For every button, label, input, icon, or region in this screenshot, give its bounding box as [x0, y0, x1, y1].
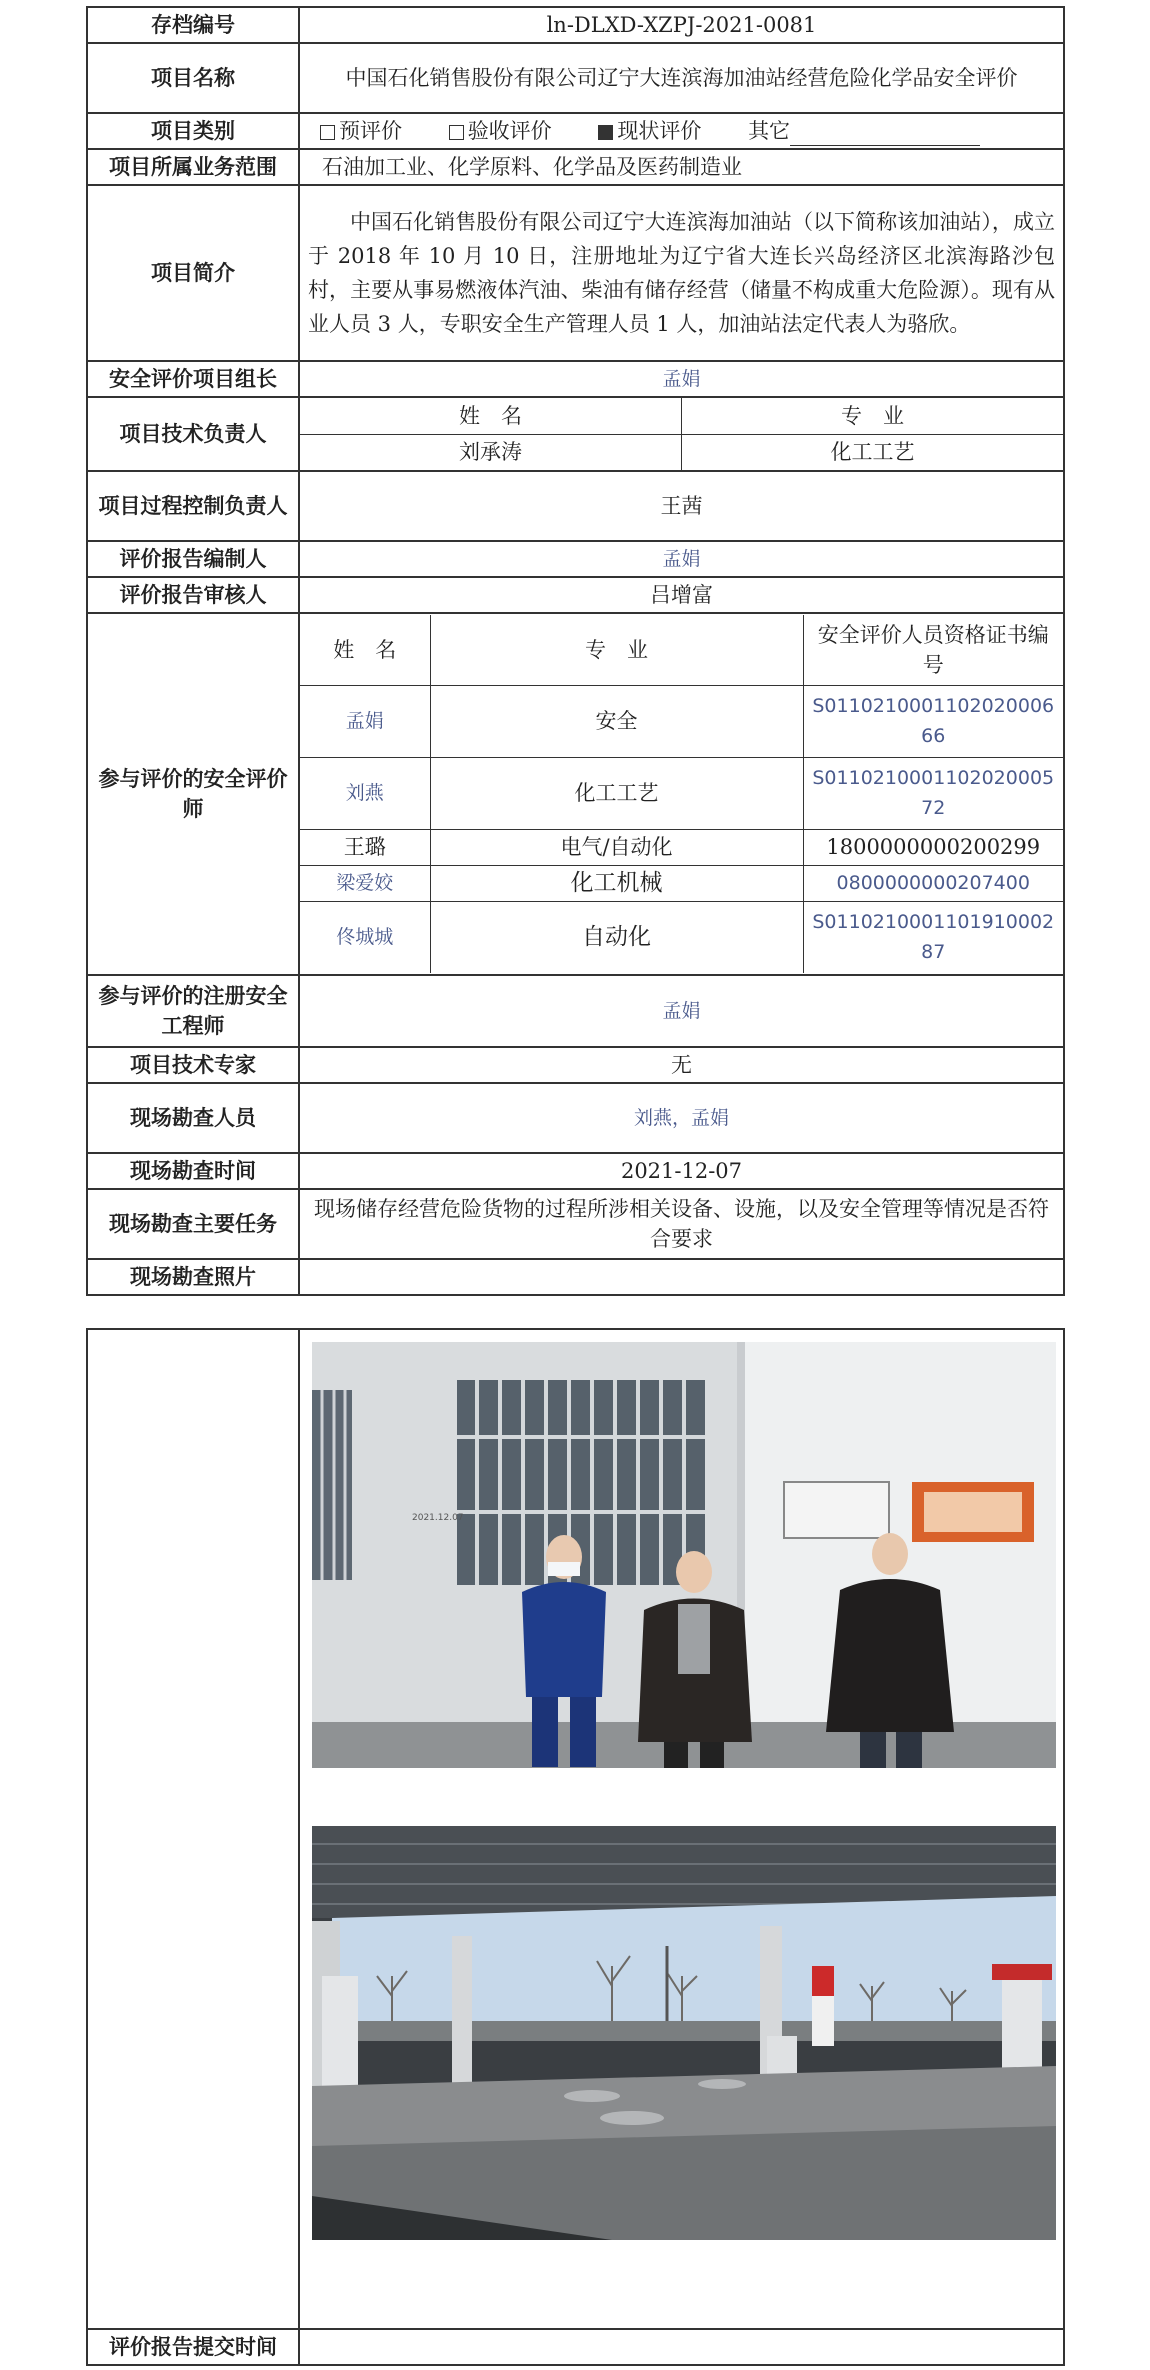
- assessor-cert: S011021000110202000666: [803, 685, 1063, 757]
- assessor-cert: S011021000110191000287: [803, 901, 1063, 973]
- site-photo-staff-image: [312, 1342, 1056, 1768]
- process-lead-label: 项目过程控制负责人: [87, 471, 299, 541]
- table-row: [300, 901, 1063, 973]
- tech-lead-major-header: 专 业: [682, 398, 1064, 434]
- survey-task-value: 现场储存经营危险货物的过程所涉相关设备、设施，以及安全管理等情况是否符合要求: [299, 1189, 1064, 1259]
- business-scope-label: 项目所属业务范围: [87, 149, 299, 185]
- table-row: [300, 757, 1063, 829]
- project-type-options: [299, 113, 1064, 149]
- assessor-major: 安全: [430, 685, 803, 757]
- team-leader-label: 安全评价项目组长: [87, 361, 299, 397]
- site-photo-staff: [312, 1342, 1056, 1768]
- tech-lead-cell: [299, 397, 1064, 471]
- option-pre-eval[interactable]: 预评价: [320, 119, 402, 143]
- assessor-cert: 0800000000207400: [803, 865, 1063, 901]
- assessor-name: 刘燕: [300, 757, 430, 829]
- registered-engineer-label: 参与评价的注册安全工程师: [87, 975, 299, 1047]
- other-blank-line: [790, 145, 980, 146]
- tech-lead-name: 刘承涛: [300, 434, 682, 470]
- assessor-name: 佟城城: [300, 901, 430, 973]
- assessor-name: 孟娟: [300, 685, 430, 757]
- process-lead-value: 王茜: [299, 471, 1064, 541]
- report-author-label: 评价报告编制人: [87, 541, 299, 577]
- team-leader-value: 孟娟: [299, 361, 1064, 397]
- survey-staff-label: 现场勘查人员: [87, 1083, 299, 1153]
- assessor-major: 化工机械: [430, 865, 803, 901]
- project-name-label: 项目名称: [87, 43, 299, 113]
- checkbox-filled-icon: [598, 125, 613, 140]
- project-name-value: 中国石化销售股份有限公司辽宁大连滨海加油站经营危险化学品安全评价: [299, 43, 1064, 113]
- checkbox-empty-icon: [449, 125, 464, 140]
- survey-date-label: 现场勘查时间: [87, 1153, 299, 1189]
- survey-date-value: 2021-12-07: [299, 1153, 1064, 1189]
- submit-time-value: [299, 2329, 1064, 2365]
- assessors-label: 参与评价的安全评价师: [87, 613, 299, 975]
- assessors-cell: [299, 613, 1064, 975]
- project-type-label: 项目类别: [87, 113, 299, 149]
- photo-stamp-text: 2021.12.07: [412, 1513, 464, 1523]
- photo-label-cell: [87, 1329, 299, 2329]
- option-accept-eval[interactable]: 验收评价: [449, 119, 552, 143]
- intro-label: 项目简介: [87, 185, 299, 361]
- survey-photos-label: 现场勘查照片: [87, 1259, 299, 1295]
- tech-expert-label: 项目技术专家: [87, 1047, 299, 1083]
- assessors-major-header: 专 业: [430, 615, 803, 685]
- survey-task-label: 现场勘查主要任务: [87, 1189, 299, 1259]
- tech-lead-name-header: 姓 名: [300, 398, 682, 434]
- submit-time-label: 评价报告提交时间: [87, 2329, 299, 2365]
- archive-no-label: 存档编号: [87, 7, 299, 43]
- site-photo-forecourt-image: [312, 1826, 1056, 2240]
- project-info-table: [86, 6, 1065, 1296]
- report-author-value: 孟娟: [299, 541, 1064, 577]
- checkbox-empty-icon: [320, 125, 335, 140]
- assessor-cert: S011021000110202000572: [803, 757, 1063, 829]
- assessor-name: 王璐: [300, 829, 430, 865]
- option-status-eval[interactable]: 现状评价: [598, 119, 701, 143]
- assessor-major: 电气/自动化: [430, 829, 803, 865]
- table-row: [300, 829, 1063, 865]
- report-reviewer-label: 评价报告审核人: [87, 577, 299, 613]
- report-reviewer-value: 吕增富: [299, 577, 1064, 613]
- assessors-name-header: 姓 名: [300, 615, 430, 685]
- site-photo-forecourt: [312, 1826, 1056, 2240]
- tech-expert-value: 无: [299, 1047, 1064, 1083]
- assessor-major: 化工工艺: [430, 757, 803, 829]
- assessor-name: 梁爱姣: [300, 865, 430, 901]
- registered-engineer-value: 孟娟: [299, 975, 1064, 1047]
- assessor-major: 自动化: [430, 901, 803, 973]
- assessor-cert: 1800000000200299: [803, 829, 1063, 865]
- assessors-cert-header: 安全评价人员资格证书编号: [803, 615, 1063, 685]
- tech-lead-major: 化工工艺: [682, 434, 1064, 470]
- tech-lead-label: 项目技术负责人: [87, 397, 299, 471]
- survey-photos-empty: [299, 1259, 1064, 1295]
- archive-no-value: ln-DLXD-XZPJ-2021-0081: [299, 7, 1064, 43]
- business-scope-value: 石油加工业、化学原料、化学品及医药制造业: [299, 149, 1064, 185]
- table-row: [300, 865, 1063, 901]
- survey-staff-value: 刘燕，孟娟: [299, 1083, 1064, 1153]
- option-other[interactable]: 其它: [748, 119, 980, 143]
- table-row: [300, 685, 1063, 757]
- intro-value: 中国石化销售股份有限公司辽宁大连滨海加油站（以下简称该加油站），成立于 2018 年 10 月 10 日，注册地址为辽宁省大连长兴岛经济区北滨海路沙包村，主要从事易燃液体汽油、柴油有储存经营（储量不构成重大危险源）。现有从业人员 3 人，专职安全生产管理人员 1 人，加油站法定代表人为骆欣。: [299, 185, 1064, 361]
